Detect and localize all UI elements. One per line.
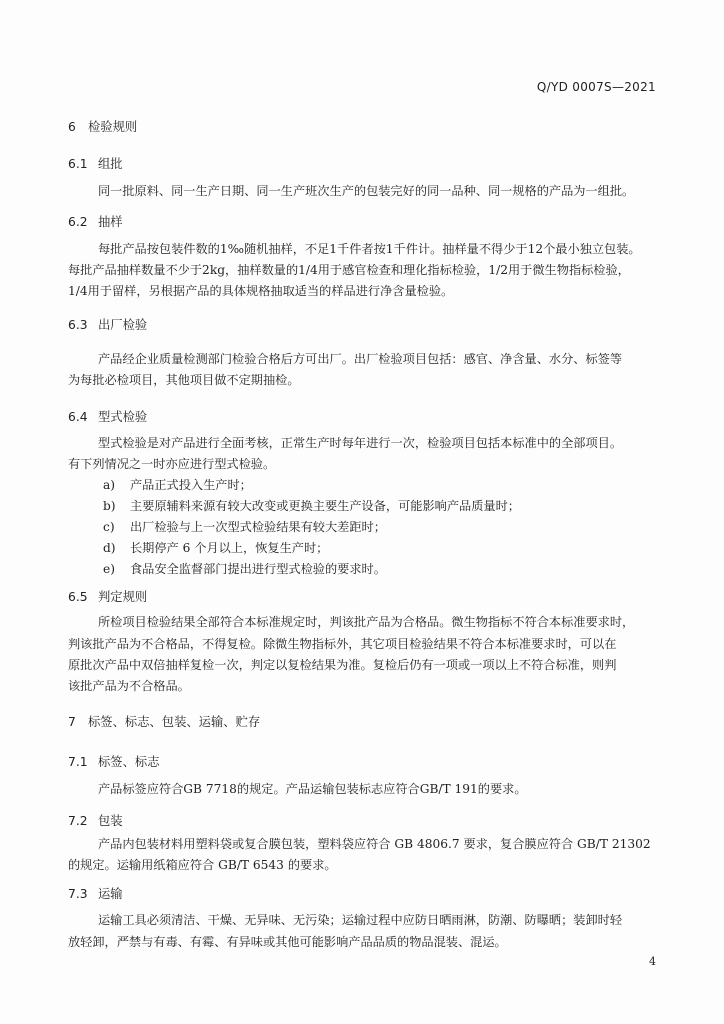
paragraph-line: 每批产品抽样数量不少于2kg，抽样数量的1/4用于感官检查和理化指标检验，1/2用于微生物指标检验，	[68, 263, 630, 277]
section-title: 包装	[98, 814, 123, 828]
paragraph-line: 原批次产品中双倍抽样复检一次，判定以复检结果为准。复检后仍有一项或一项以上不符合标准，则判	[68, 658, 617, 672]
section-number: 7.2	[68, 814, 88, 828]
list-item-text: 长期停产 6 个月以上，恢复生产时；	[130, 541, 329, 555]
section-title: 抽样	[98, 215, 123, 229]
paragraph-line: 该批产品为不合格品。	[68, 679, 190, 693]
section-6-5-heading	[68, 589, 147, 605]
paragraph-line: 为每批必检项目，其他项目做不定期抽检。	[68, 373, 300, 387]
section-title: 组批	[98, 157, 123, 171]
section-number: 6.4	[68, 410, 88, 424]
paragraph-line: 所检项目检验结果全部符合本标准规定时，判该批产品为合格品。微生物指标不符合本标准要求时，	[98, 615, 635, 629]
section-title: 出厂检验	[98, 318, 148, 332]
section-6-3-heading	[68, 317, 147, 333]
section-number: 6.3	[68, 318, 88, 332]
list-marker: d)	[103, 541, 116, 555]
section-title: 标签、标志、包装、运输、贮存	[88, 715, 261, 729]
section-number: 6	[68, 120, 76, 134]
list-item	[103, 498, 520, 514]
paragraph-line: 判该批产品为不合格品，不得复检。除微生物指标外，其它项目检验结果不符合本标准要求时，可以在	[68, 637, 617, 651]
section-6-4-heading	[68, 409, 147, 425]
page-number: 4	[649, 955, 656, 968]
section-6-heading	[68, 119, 137, 135]
paragraph-line: 型式检验是对产品进行全面考核，正常生产时每年进行一次，检验项目包括本标准中的全部项目。	[98, 436, 623, 450]
section-7-3-heading	[68, 886, 123, 902]
paragraph-line: 有下列情况之一时亦应进行型式检验。	[68, 457, 276, 471]
list-item-text: 出厂检验与上一次型式检验结果有较大差距时；	[130, 520, 386, 534]
section-number: 7	[68, 715, 76, 729]
paragraph-line: 1/4用于留样，另根据产品的具体规格抽取适当的样品进行净含量检验。	[68, 284, 454, 298]
section-number: 6.2	[68, 215, 88, 229]
list-marker: a)	[103, 478, 116, 492]
section-7-2-heading	[68, 813, 123, 829]
section-number: 7.1	[68, 755, 88, 769]
list-item	[103, 477, 252, 493]
list-item-text: 主要原辅料来源有较大改变或更换主要生产设备，可能影响产品质量时；	[130, 499, 520, 513]
list-item-text: 食品安全监督部门提出进行型式检验的要求时。	[130, 562, 386, 576]
list-item	[103, 540, 328, 556]
section-title: 型式检验	[98, 410, 148, 424]
list-item-text: 产品正式投入生产时；	[130, 478, 252, 492]
section-number: 7.3	[68, 887, 88, 901]
document-code: Q/YD 0007S—2021	[536, 80, 656, 94]
paragraph-line: 运输工具必须清洁、干燥、无异味、无污染；运输过程中应防日晒雨淋，防潮、防曝晒；装卸时轻	[98, 913, 623, 927]
list-item	[103, 519, 386, 535]
section-6-1-heading	[68, 156, 123, 172]
paragraph-line: 产品经企业质量检测部门检验合格后方可出厂。出厂检验项目包括：感官、净含量、水分、标签等	[98, 352, 623, 366]
section-title: 判定规则	[98, 590, 148, 604]
paragraph-line: 产品内包装材料用塑料袋或复合膜包装，塑料袋应符合 GB 4806.7 要求，复合膜应符合 GB/T 21302	[98, 837, 651, 851]
paragraph-line: 每批产品按包装件数的1‰随机抽样，不足1千件者按1千件计。抽样量不得少于12个最小独立包装。	[98, 242, 641, 256]
list-marker: c)	[103, 520, 115, 534]
paragraph-line: 同一批原料、同一生产日期、同一生产班次生产的包装完好的同一品种、同一规格的产品为一组批。	[98, 184, 635, 198]
paragraph-line: 的规定。运输用纸箱应符合 GB/T 6543 的要求。	[68, 858, 337, 872]
section-7-1-heading	[68, 754, 160, 770]
section-6-2-heading	[68, 214, 123, 230]
section-7-heading	[68, 714, 260, 730]
section-number: 6.5	[68, 590, 88, 604]
section-title: 运输	[98, 887, 123, 901]
list-marker: b)	[103, 499, 116, 513]
paragraph-line: 产品标签应符合GB 7718的规定。产品运输包装标志应符合GB/T 191的要求。	[98, 782, 527, 796]
list-marker: e)	[103, 562, 115, 576]
section-title: 标签、标志	[98, 755, 160, 769]
paragraph-line: 放轻卸，严禁与有毒、有霉、有异味或其他可能影响产品品质的物品混装、混运。	[68, 935, 507, 949]
section-title: 检验规则	[88, 120, 138, 134]
list-item	[103, 561, 386, 577]
section-number: 6.1	[68, 157, 88, 171]
